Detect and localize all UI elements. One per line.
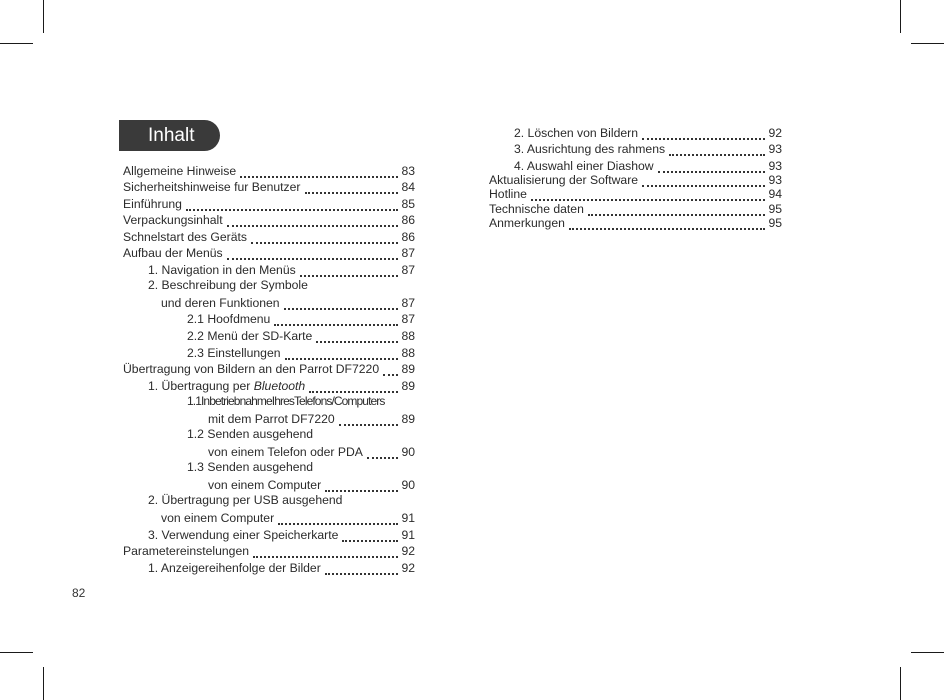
toc-entry[interactable]: und deren Funktionen 87: [161, 295, 415, 310]
toc-left-column: [123, 162, 415, 576]
crop-mark-top-right-vertical: [900, 0, 901, 33]
toc-entry[interactable]: Allgemeine Hinweise 83: [123, 163, 415, 178]
toc-entry[interactable]: Verpackungsinhalt 86: [123, 213, 415, 228]
toc-entry[interactable]: Aufbau der Menüs 87: [123, 246, 415, 261]
toc-entry[interactable]: Übertragung von Bildern an den Parrot DF7220 89: [123, 362, 415, 377]
crop-mark-top-left-vertical: [43, 0, 44, 33]
toc-entry[interactable]: Einführung 85: [123, 196, 415, 211]
crop-mark-bottom-left-horizontal: [0, 652, 33, 653]
toc-entry[interactable]: Technische daten 95: [489, 201, 782, 216]
toc-entry[interactable]: 3. Verwendung einer Speicherkarte 91: [148, 527, 415, 542]
toc-entry[interactable]: 1. Übertragung per Bluetooth 89: [148, 378, 415, 393]
toc-entry[interactable]: 2.1 Hoofdmenu 87: [187, 312, 415, 327]
toc-entry[interactable]: 3. Ausrichtung des rahmens 93: [514, 142, 782, 157]
toc-entry[interactable]: Sicherheitshinweise fur Benutzer 84: [123, 180, 415, 195]
toc-entry[interactable]: 4. Auswahl einer Diashow 93: [514, 158, 782, 173]
crop-mark-top-left-horizontal: [0, 43, 33, 44]
toc-entry[interactable]: 1. Navigation in den Menüs 87: [148, 262, 415, 277]
toc-entry-title: 1.2 Senden ausgehend: [187, 426, 314, 441]
crop-mark-top-right-horizontal: [911, 43, 944, 44]
toc-entry-title: 2. Beschreibung der Symbole: [148, 277, 308, 292]
toc-entry[interactable]: Aktualisierung der Software 93: [489, 173, 782, 188]
toc-entry[interactable]: Anmerkungen 95: [489, 216, 782, 231]
toc-entry[interactable]: 2. Löschen von Bildern 92: [514, 125, 782, 140]
page-number: 82: [72, 586, 86, 600]
toc-entry[interactable]: von einem Telefon oder PDA 90: [208, 444, 415, 459]
toc-entry[interactable]: von einem Computer 91: [161, 511, 415, 526]
toc-entry[interactable]: mit dem Parrot DF7220 89: [208, 411, 415, 426]
toc-right-column: [489, 124, 782, 231]
toc-entry[interactable]: Parametereinstelungen 92: [123, 544, 415, 559]
toc-heading: Inhalt: [119, 120, 220, 151]
toc-entry[interactable]: 2.2 Menü der SD-Karte 88: [187, 329, 415, 344]
toc-entry[interactable]: 1. Anzeigereihenfolge der Bilder 92: [148, 560, 415, 575]
toc-entry-title: 2. Übertragung per USB ausgehend: [148, 492, 343, 507]
crop-mark-bottom-right-vertical: [900, 667, 901, 700]
toc-entry[interactable]: Hotline 94: [489, 187, 782, 202]
toc-entry-title: 1.1InbetriebnahmeIhresTelefons/Computers: [187, 393, 385, 408]
toc-entry[interactable]: 2.3 Einstellungen 88: [187, 345, 415, 360]
crop-mark-bottom-left-vertical: [43, 667, 44, 700]
toc-entry[interactable]: Schnelstart des Geräts 86: [123, 229, 415, 244]
toc-entry[interactable]: von einem Computer 90: [208, 477, 415, 492]
toc-entry-title: 1.3 Senden ausgehend: [187, 459, 314, 474]
crop-mark-bottom-right-horizontal: [911, 652, 944, 653]
